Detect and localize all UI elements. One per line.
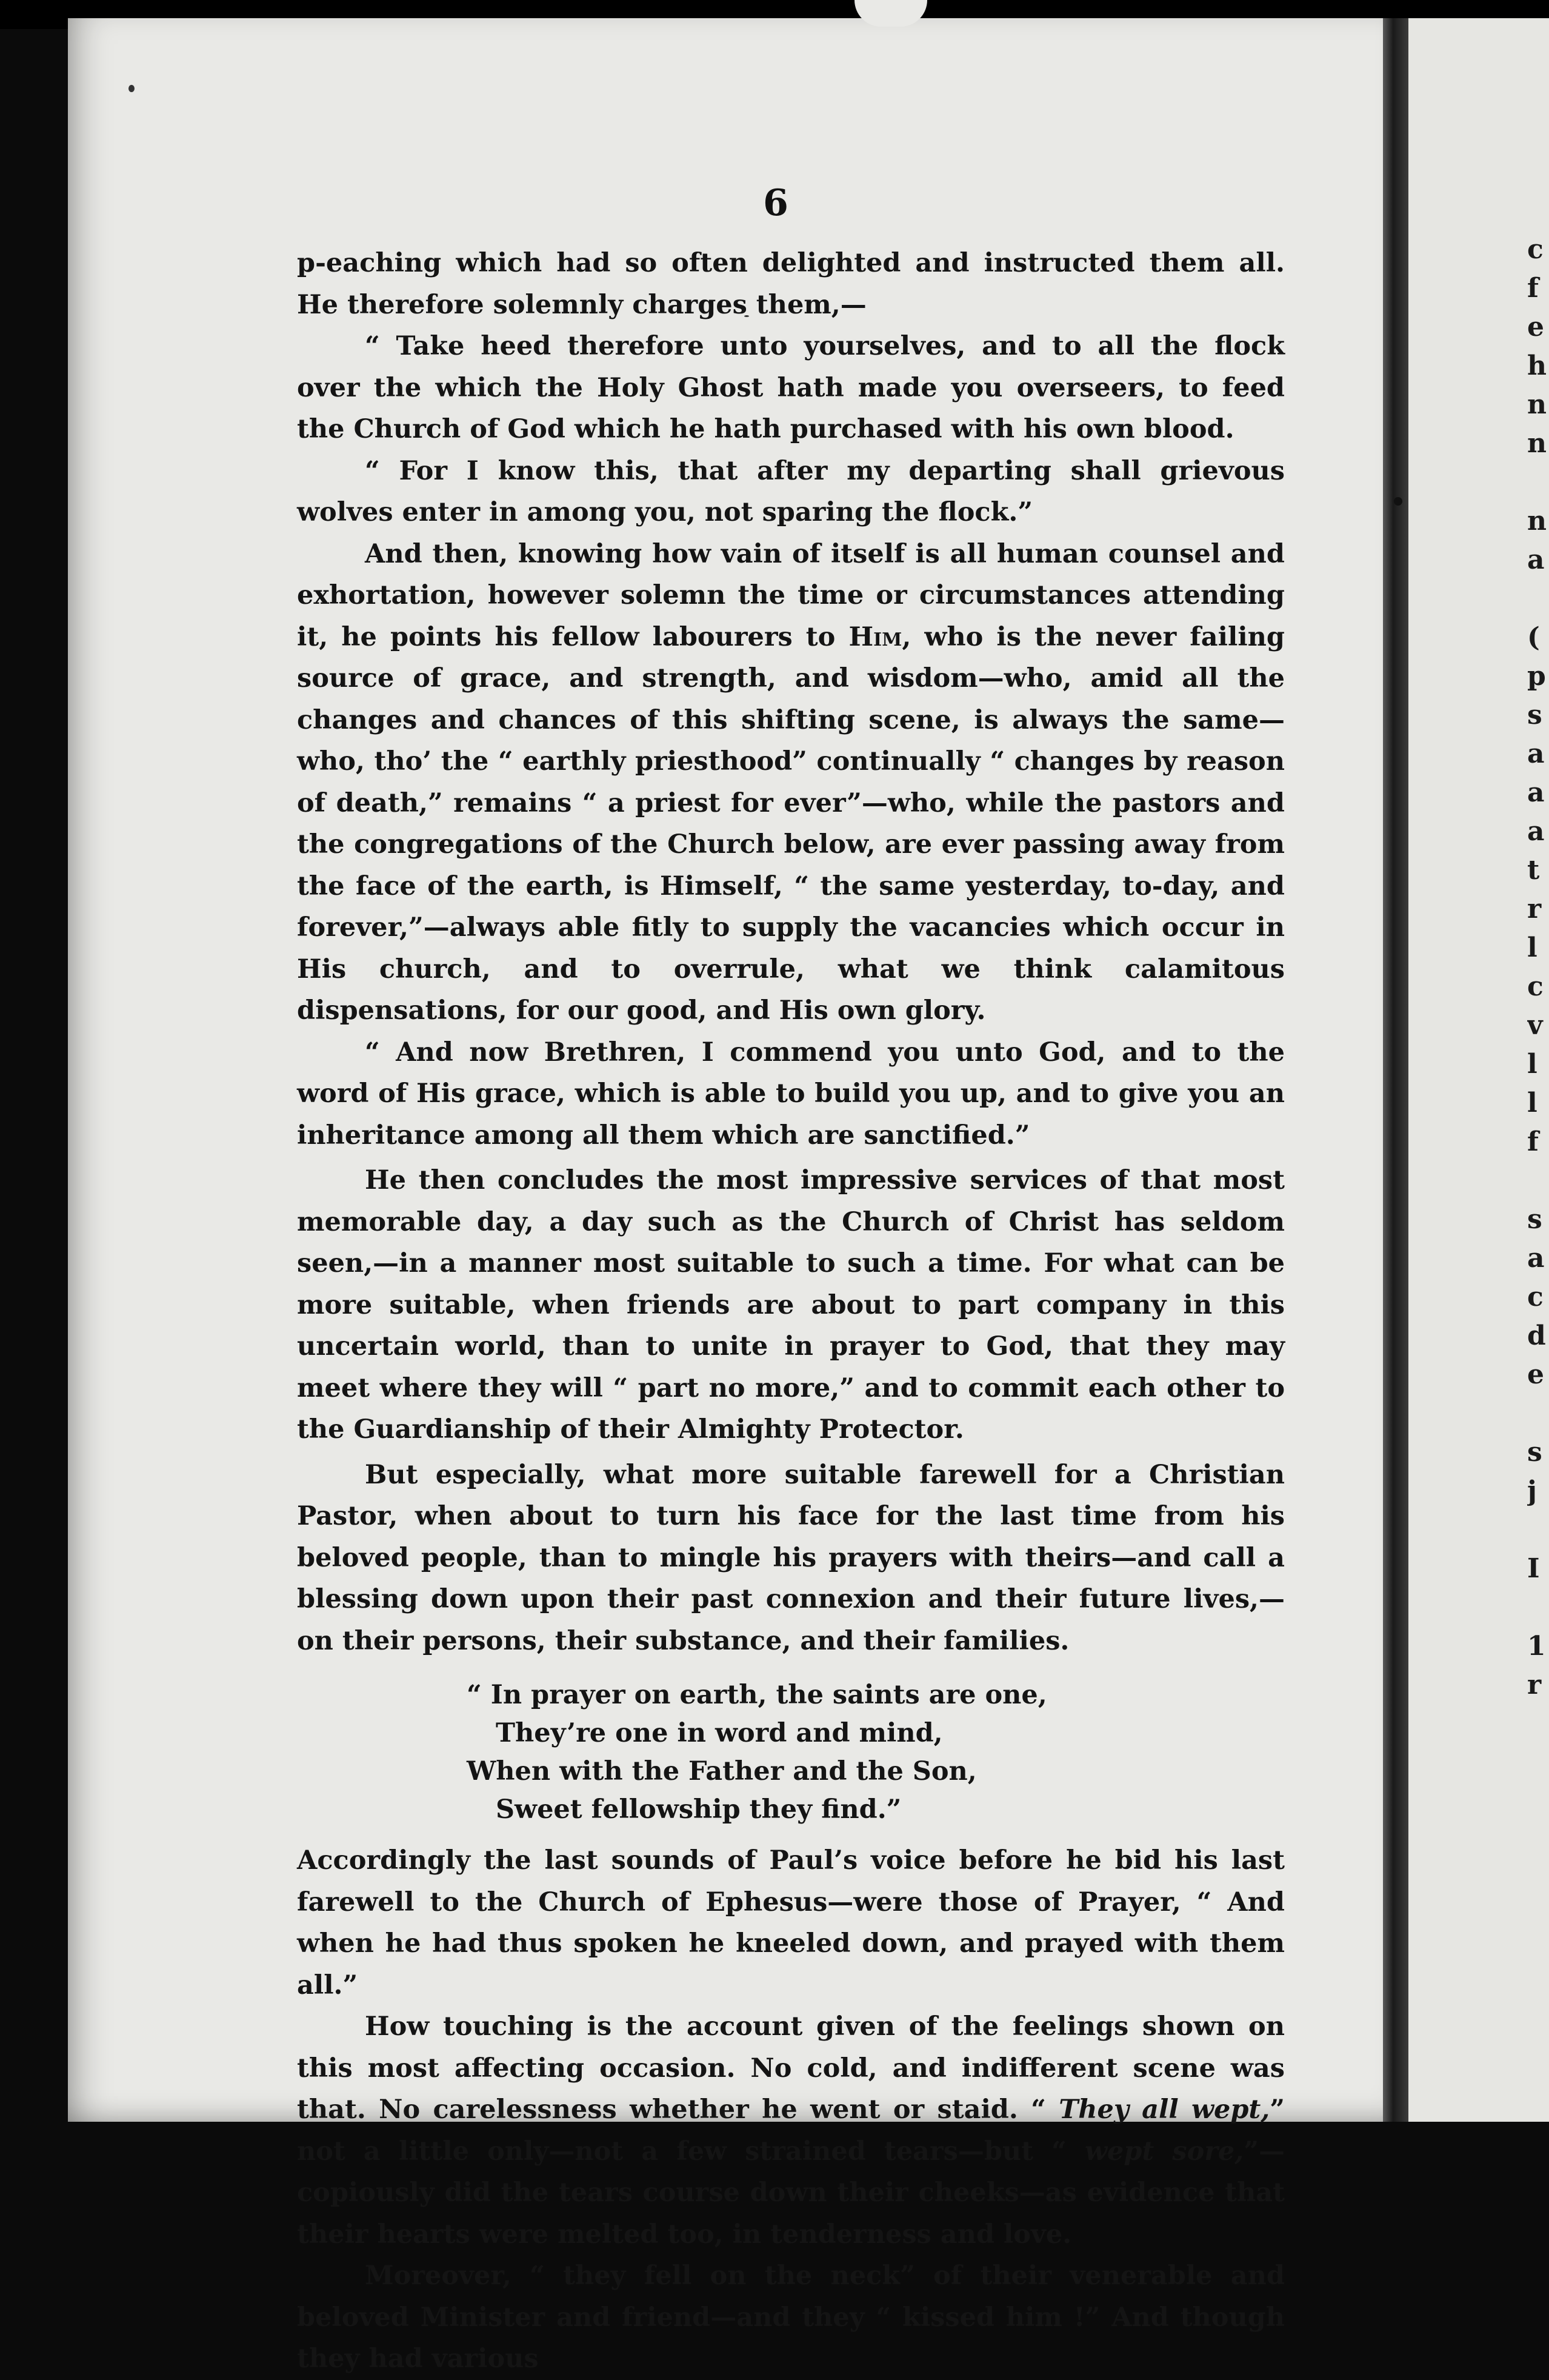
quote-take-heed: “ Take heed therefore unto yourselves, and to all the flock over the which the Holy Ghost hath made you overseers, to feed the Church of God which he hath purchased with his own blood.	[297, 331, 1285, 444]
touching-emphasis-wept: They all wept,	[1059, 2094, 1270, 2125]
facing-page-letter: n	[1527, 389, 1547, 420]
facing-page-letter: a	[1527, 816, 1545, 847]
scan-speck	[1394, 497, 1402, 506]
paragraph-touching	[297, 2006, 1285, 2255]
facing-page-letter: I	[1527, 1553, 1540, 1584]
touching-emphasis-wept-sore: wept sore,	[1084, 2136, 1244, 2167]
facing-page-letter: n	[1527, 428, 1547, 459]
facing-page-letter: c	[1527, 1282, 1544, 1312]
page-body	[297, 242, 1285, 2380]
facing-page-fragments	[1527, 230, 1549, 1705]
facing-page-letter: e	[1527, 1359, 1544, 1390]
poem	[467, 1676, 1285, 1829]
touching-pre: How touching is the account given of the feelings shown on this most affecting occasion. No cold, and indifferent scene was that. No carelessness whether he went or staid. “	[297, 2011, 1285, 2125]
scan-speck	[128, 85, 135, 92]
facing-page-letter: p	[1527, 661, 1546, 692]
facing-page-letter: s	[1527, 700, 1542, 730]
facing-page-letter: h	[1527, 350, 1547, 381]
facing-page-letter: a	[1527, 544, 1545, 575]
poem-line: When with the Father and the Son,	[467, 1756, 977, 1787]
facing-page-letter: r	[1527, 894, 1542, 924]
paragraph-human-counsel	[297, 533, 1285, 1032]
facing-page-letter	[1527, 1162, 1549, 1200]
touching-post: ”—copiously did the tears course down their cheeks—as evidence that their hearts were melted too, in tenderness and love.	[297, 2136, 1285, 2250]
paragraph-farewell: But especially, what more suitable farewell for a Christian Pastor, when about to turn his face for the last time from his beloved people, than to mingle his prayers with theirs—and call a blessing down upon their past connexion and their future lives,—on their persons, their substance, and their families.	[297, 1459, 1285, 1656]
paragraph-human-counsel-rest: , who is the never failing source of grace, and strength, and wisdom—who, amid all the changes and chances of this shifting scene, is always the same—who, tho’ the “ earthly priesthood” continually “ changes by reason of death,” remains “ a priest for ever”—who, while the pastors and the congregations of the Church below, are ever passing away from the face of the earth, is Himself, “ the same yesterday, to-day, and forever,”—always able fitly to supply the vacancies which occur in His church, and to overrule, what we think calamitous dispensations, for our good, and His own glory.	[297, 621, 1285, 1026]
facing-page-letter	[1527, 580, 1549, 618]
facing-page-letter: a	[1527, 738, 1545, 769]
poem-line: Sweet fellowship they find.”	[496, 1794, 902, 1825]
facing-page-letter: e	[1527, 312, 1544, 343]
facing-page-letter: r	[1527, 1670, 1542, 1700]
quote-grievous-wolves: “ For I know this, that after my departing shall grievous wolves enter in among you, not sparing the flock.”	[297, 455, 1285, 527]
paragraph-opening: p‐eaching which had so often delighted and instructed them all. He therefore solemnly charges them,—	[297, 248, 1285, 320]
paragraph-concludes: He then concludes the most impressive services of that most memorable day, a day such as the Church of Christ has seldom seen,—in a manner most suitable to such a time. For what can be more suitable, when friends are about to part company in this uncertain world, than to unite in prayer to God, that they may meet where they will “ part no more,” and to commit each other to the Guardianship of their Almighty Protector.	[297, 1165, 1285, 1445]
quote-commend-you: “ And now Brethren, I commend you unto God, and to the word of His grace, which is able to build you up, and to give you an inheritance among all them which are sanctified.”	[297, 1037, 1285, 1151]
book-gutter	[1383, 18, 1408, 2122]
facing-page-letter: f	[1527, 273, 1539, 304]
facing-page-letter: c	[1527, 971, 1544, 1002]
facing-page-letter: n	[1527, 506, 1547, 537]
facing-page-letter: d	[1527, 1320, 1546, 1351]
poem-line: “ In prayer on earth, the saints are one,	[467, 1680, 1047, 1710]
facing-page-letter: f	[1527, 1126, 1539, 1157]
facing-page-letter	[1527, 1588, 1549, 1627]
facing-page-letter: (	[1527, 622, 1540, 653]
facing-page-letter: v	[1527, 1010, 1543, 1041]
facing-page-letter: s	[1527, 1204, 1542, 1235]
facing-page-letter: l	[1527, 1088, 1537, 1118]
facing-page-letter	[1527, 463, 1549, 502]
touching-mid: ” not a little only—not a few strained tears—but “	[297, 2094, 1285, 2167]
facing-page-letter: j	[1527, 1476, 1537, 1506]
facing-page-letter	[1527, 1511, 1549, 1549]
facing-page-letter: s	[1527, 1437, 1542, 1468]
paragraph-accordingly: Accordingly the last sounds of Paul’s voice before he bid his last farewell to the Church of Ephesus—were those of Prayer, “ And when he had thus spoken he kneeled down, and prayed with them all.”	[297, 1845, 1285, 2001]
facing-page-letter: l	[1527, 932, 1537, 963]
facing-page-letter: t	[1527, 855, 1540, 886]
paragraph-moreover: Moreover, “ they fell on the neck” of their venerable and beloved Minister and friend—and they “ kissed him !” And though they had various	[297, 2261, 1285, 2374]
facing-page-letter: a	[1527, 1243, 1545, 1274]
page-number: 6	[763, 182, 788, 224]
paragraph-human-counsel-intro: And then, knowing how vain of itself is all human counsel and exhortation, however solemn the time or circumstances attending it, he points his fellow labourers to	[297, 538, 1285, 652]
facing-page-letter: 1	[1527, 1631, 1546, 1662]
poem-line: They’re one in word and mind,	[496, 1718, 943, 1748]
facing-page-letter: c	[1527, 234, 1544, 265]
him-word: Him	[848, 621, 902, 652]
facing-page-letter: a	[1527, 777, 1545, 808]
facing-page-letter	[1527, 1394, 1549, 1433]
facing-page-letter: l	[1527, 1049, 1537, 1080]
